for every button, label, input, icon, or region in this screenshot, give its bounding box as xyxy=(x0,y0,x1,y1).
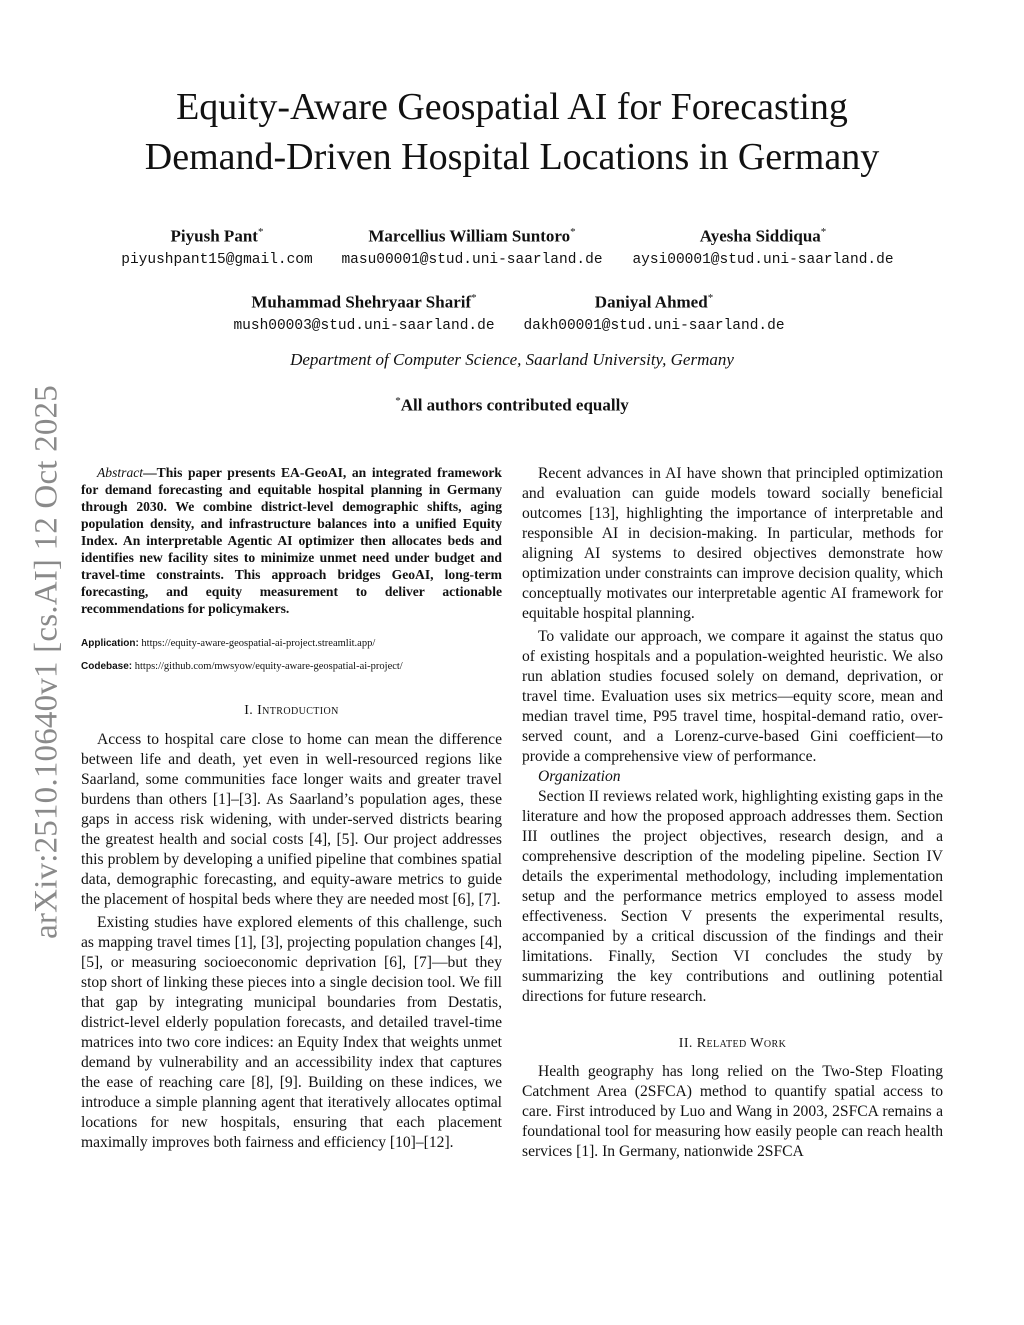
author-block xyxy=(341,221,602,270)
title-line-2: Demand-Driven Hospital Locations in Germany xyxy=(144,136,880,178)
author-name: Muhammad Shehryaar Sharif xyxy=(251,292,472,312)
application-link-row xyxy=(81,637,502,651)
author-name: Marcellius William Suntoro xyxy=(368,226,571,246)
author-name: Daniyal Ahmed xyxy=(594,292,708,312)
title-line-1: Equity-Aware Geospatial AI for Forecasting xyxy=(176,86,848,128)
intro-paragraph-2: Existing studies have explored elements of this challenge, such as mapping travel times [1], [3], projecting population changes [4], [5], or measuring socioeconomic deprivation [6], [7]—but they stop short of linking these pieces into a single decision tool. We fill that gap by integrating municipal boundaries from Destatis, district-level elderly population forecasts, and detailed travel-time matrices into two core indices: an Equity Index that weights unmet demand by vulnerability and an accessibility index that captures the ease of reaching care [8], [9]. Building on these indices, we introduce a simple planning agent that iteratively allocates optimal locations for new hospitals, ensuring that each placement maximally improves both fairness and efficiency [10]–[12]. xyxy=(81,914,502,1151)
application-label: Application: xyxy=(81,638,139,649)
codebase-link-row xyxy=(81,660,502,674)
related-work-paragraph-1: Health geography has long relied on the Two-Step Floating Catchment Area (2SFCA) method to quantify spatial access to care. First introduced by Luo and Wang in 2003, 2SFCA remains a foundational tool for measuring how easily people can reach health services [1]. In Germany, nationwide 2SFCA xyxy=(522,1063,943,1160)
author-block xyxy=(121,221,312,270)
abstract-label: Abstract xyxy=(97,465,144,480)
equal-contribution-note xyxy=(0,395,1024,416)
codebase-url[interactable]: https://github.com/mwsyow/equity-aware-geospatial-ai-project/ xyxy=(134,661,403,672)
project-links xyxy=(81,637,502,674)
intro-paragraph-1: Access to hospital care close to home can mean the difference between life and death, yet even in well-resourced regions like Saarland, some communities face longer waits and greater travel burdens than others [1]–[3]. As Saarland’s population ages, these gaps in access risk widening, with under-served districts bearing the greatest health and social costs [4], [5]. Our project addresses this problem by developing a unified pipeline that combines spatial data, demographic forecasting, and equity-aware metrics to guide the placement of hospital beds where they are needed most [6], [7]. xyxy=(81,731,502,908)
section-heading-introduction xyxy=(81,701,502,721)
author-block xyxy=(632,221,893,270)
author-name: Ayesha Siddiqua xyxy=(699,226,821,246)
author-mark: * xyxy=(257,226,264,238)
intro-paragraph-4: To validate our approach, we compare it against the status quo of existing hospitals and a population-weighted heuristic. We also run ablation studies focused solely on demand, deprivation, or travel time. Evaluation uses six metrics—equity score, mean and median travel time, P95 travel time, hospital-demand ratio, over-served count, and a Lorenz-curve-based Gini coefficient—to provide a comprehensive view of performance. xyxy=(522,628,943,765)
author-block xyxy=(523,287,784,336)
organization-heading: Organization xyxy=(538,768,621,785)
section-number: II. xyxy=(678,1036,693,1051)
equal-note-text: All authors contributed equally xyxy=(400,395,629,415)
application-url[interactable]: https://equity-aware-geospatial-ai-project.streamlit.app/ xyxy=(141,638,376,649)
author-name: Piyush Pant xyxy=(170,226,258,246)
affiliation: Department of Computer Science, Saarland University, Germany xyxy=(290,350,734,369)
author-mark: * xyxy=(707,292,714,304)
intro-paragraph-3: Recent advances in AI have shown that principled optimization and evaluation can guide models toward socially beneficial outcomes [13], highlighting the importance of interpretable and responsible AI in decision-making. In particular, methods for aligning AI systems to desired objectives demonstrate how optimization under constraints can improve decision quality, which conceptually motivates our interpretable agentic AI framework for equitable hospital planning. xyxy=(522,465,943,622)
author-email: piyushpant15@gmail.com xyxy=(121,251,313,268)
author-email: mush00003@stud.uni-saarland.de xyxy=(233,317,495,334)
arxiv-sidebar-stamp: arXiv:2510.10640v1 [cs.AI] 12 Oct 2025 xyxy=(28,385,65,939)
section-title: Related Work xyxy=(696,1036,787,1051)
paper-title xyxy=(0,82,1024,182)
author-email: dakh00001@stud.uni-saarland.de xyxy=(523,317,785,334)
section-heading-related-work xyxy=(522,1034,943,1054)
author-mark: * xyxy=(471,292,477,304)
left-column xyxy=(81,464,502,1153)
section-number: I. xyxy=(244,703,254,718)
organization-paragraph: Section II reviews related work, highlighting existing gaps in the literature and how the proposed approach addresses them. Section III outlines the project objectives, research design, and a comprehensive description of the modeling pipeline. Section IV details the experimental methodology, including implementation setup and the performance metrics employed to assess model effectiveness. Section V presents the experimental results, accompanied by a critical discussion of the findings and their limitations. Finally, Section VI concludes the study by summarizing the key contributions and outlining potential directions for future research. xyxy=(522,788,943,1005)
section-title: Introduction xyxy=(257,703,339,718)
author-mark: * xyxy=(820,226,827,238)
author-email: masu00001@stud.uni-saarland.de xyxy=(341,251,603,268)
author-block xyxy=(233,287,494,336)
author-mark: * xyxy=(570,226,576,238)
abstract-text: —This paper presents EA-GeoAI, an integrated framework for demand forecasting and equitable hospital planning in Germany through 2030. We combine district-level demographic shifts, aging population density, and infrastructure balances into a unified Equity Index. An interpretable Agentic AI optimizer then allocates beds and identifies new facility sites to minimize unmet need under budget and travel-time constraints. This approach bridges GeoAI, long-term forecasting, and equity measurement to deliver actionable recommendations for policymakers. xyxy=(81,465,502,616)
abstract xyxy=(81,464,502,617)
right-column xyxy=(522,464,943,1162)
author-email: aysi00001@stud.uni-saarland.de xyxy=(632,251,894,268)
equal-mark: * xyxy=(395,395,401,407)
codebase-label: Codebase: xyxy=(81,661,133,672)
